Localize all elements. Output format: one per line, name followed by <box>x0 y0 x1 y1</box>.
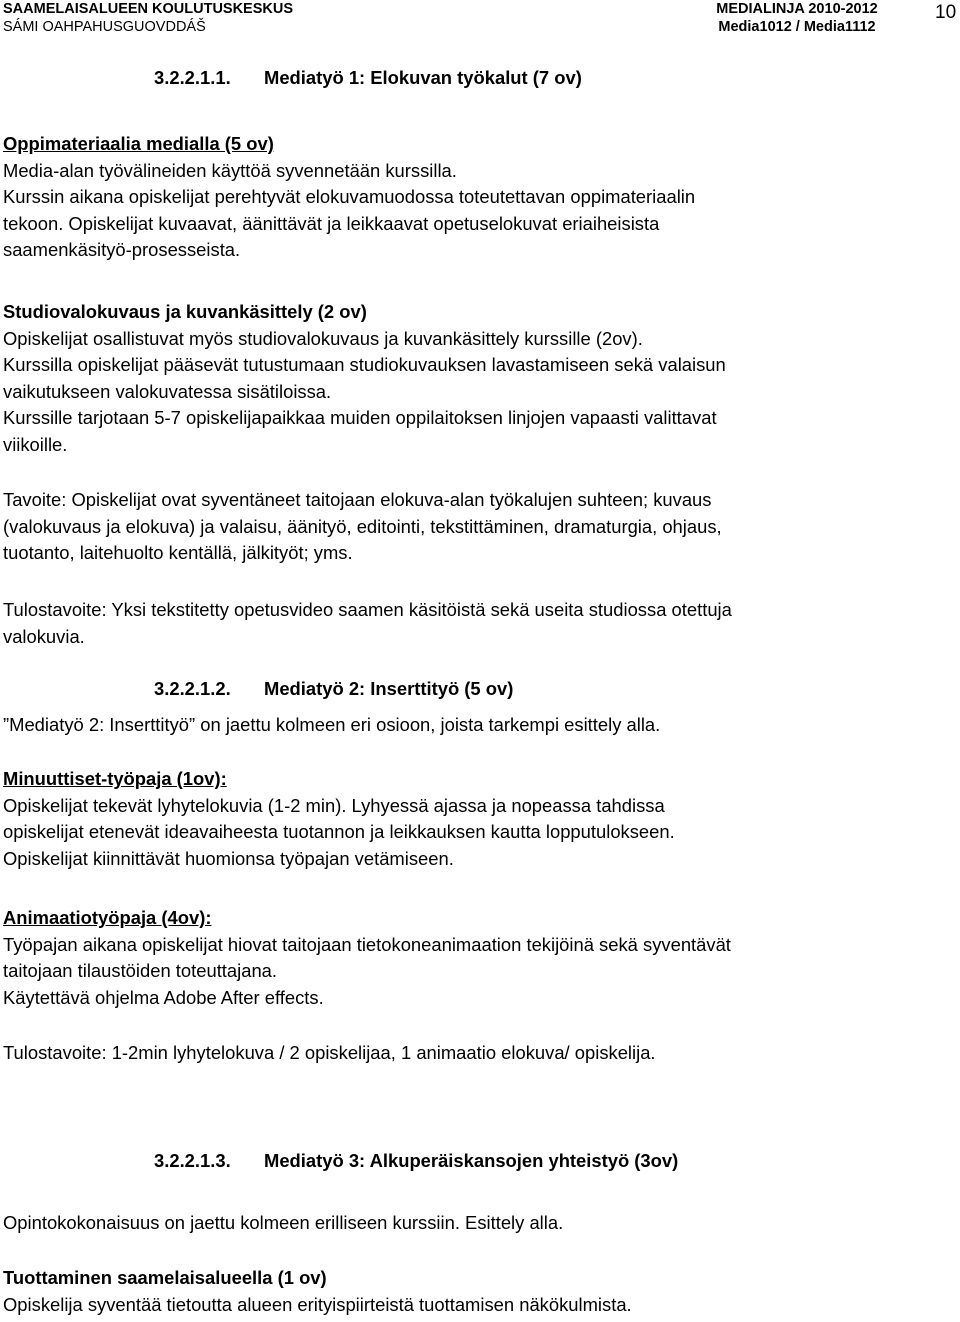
program-codes: Media1012 / Media1112 <box>718 19 876 35</box>
header-organization <box>3 0 293 36</box>
course-heading: Tuottaminen saamelaisalueella (1 ov) <box>3 1267 327 1288</box>
workshop-text-line: Käytettävä ohjelma Adobe After effects. <box>3 986 324 1008</box>
course-text-line: Kurssilla opiskelijat pääsevät tutustumaan studiokuvauksen lavastamiseen sekä valaisun <box>3 354 726 375</box>
course-text-line: Opiskelijat osallistuvat myös studiovalokuvaus ja kuvankäsittely kurssille (2ov). <box>3 327 643 349</box>
section-heading-1 <box>154 67 582 89</box>
workshop-text-line: Työpajan aikana opiskelijat hiovat taitojaan tietokoneanimaation tekijöinä sekä syventävät <box>3 933 731 955</box>
goal-paragraph <box>3 487 953 567</box>
intro-line: Opintokokonaisuus on jaettu kolmeen erilliseen kurssiin. Esittely alla. <box>3 1212 564 1233</box>
workshop-animaatio <box>3 905 953 1011</box>
section-title: Mediatyö 3: Alkuperäiskansojen yhteistyö (3ov) <box>264 1150 679 1171</box>
outcome-line: Tulostavoite: 1-2min lyhytelokuva / 2 opiskelijaa, 1 animaatio elokuva/ opiskelija. <box>3 1042 656 1063</box>
workshop-text-line: taitojaan tilaustöiden toteuttajana. <box>3 960 278 981</box>
page-number: 10 <box>935 2 957 23</box>
header-program <box>712 0 882 36</box>
program-title: MEDIALINJA 2010-2012 <box>716 1 878 17</box>
goal-line: (valokuvaus ja elokuva) ja valaisu, äänityö, editointi, tekstittäminen, dramaturgia, ohjaus, <box>3 515 722 537</box>
section-title: Mediatyö 1: Elokuvan työkalut (7 ov) <box>264 67 582 88</box>
course-text-line: vaikutukseen valokuvatessa sisätiloissa. <box>3 380 332 402</box>
section3-intro <box>3 1210 953 1237</box>
course-heading: Oppimateriaalia medialla (5 ov) <box>3 133 274 154</box>
outcome-line: Tulostavoite: Yksi tekstitetty opetusvideo saamen käsitöistä sekä useita studiossa otettuja <box>3 599 732 620</box>
course-text-line: Kurssille tarjotaan 5-7 opiskelijapaikkaa muiden oppilaitoksen linjojen vapaasti valittavat <box>3 407 717 428</box>
section-number: 3.2.2.1.3. <box>154 1150 231 1171</box>
course-tuottaminen <box>3 1265 953 1318</box>
workshop-text-line: Opiskelijat kiinnittävät huomionsa työpajan vetämiseen. <box>3 847 454 869</box>
course-text-line: Kurssin aikana opiskelijat perehtyvät elokuvamuodossa toteutettavan oppimateriaalin <box>3 186 696 207</box>
section-title: Mediatyö 2: Inserttityö (5 ov) <box>264 678 514 699</box>
workshop-heading: Minuuttiset-työpaja (1ov): <box>3 768 227 789</box>
course-text-line: Opiskelija syventää tietoutta alueen erityispiirteistä tuottamisen näkökulmista. <box>3 1293 632 1315</box>
course-text-line: Media-alan työvälineiden käyttöä syvennetään kurssilla. <box>3 159 457 181</box>
workshop-minuuttiset <box>3 766 953 872</box>
workshop-text-line: Opiskelijat tekevät lyhytelokuvia (1-2 min). Lyhyessä ajassa ja nopeassa tahdissa <box>3 794 665 816</box>
course-text-line: viikoille. <box>3 433 68 455</box>
org-name-finnish: SAAMELAISALUEEN KOULUTUSKESKUS <box>3 1 294 17</box>
course-oppimateriaalia <box>3 131 953 264</box>
goal-line: Tavoite: Opiskelijat ovat syventäneet taitojaan elokuva-alan työkalujen suhteen; kuvaus <box>3 489 712 510</box>
course-studiovalokuvaus <box>3 299 953 458</box>
section-number: 3.2.2.1.2. <box>154 678 231 699</box>
course-text-line: tekoon. Opiskelijat kuvaavat, äänittävät ja leikkaavat opetuselokuvat eriaiheisista <box>3 212 660 234</box>
course-heading: Studiovalokuvaus ja kuvankäsittely (2 ov) <box>3 301 367 322</box>
workshop-heading: Animaatiotyöpaja (4ov): <box>3 907 212 928</box>
section2-outcome <box>3 1040 953 1067</box>
outcome-line: valokuvia. <box>3 625 85 647</box>
outcome-paragraph <box>3 597 953 650</box>
goal-line: tuotanto, laitehuolto kentällä, jälkityöt; yms. <box>3 542 353 563</box>
org-name-sami: SÁMI OAHPAHUSGUOVDDÁŠ <box>3 19 206 35</box>
course-text-line: saamenkäsityö-prosesseista. <box>3 239 241 260</box>
section-number: 3.2.2.1.1. <box>154 67 231 88</box>
section-heading-3 <box>154 1150 678 1172</box>
workshop-text-line: opiskelijat etenevät ideavaiheesta tuotannon ja leikkauksen kautta lopputulokseen. <box>3 821 675 842</box>
section2-intro: ”Mediatyö 2: Inserttityö” on jaettu kolmeen eri osioon, joista tarkempi esittely alla. <box>3 714 661 735</box>
section-heading-2 <box>154 678 513 700</box>
